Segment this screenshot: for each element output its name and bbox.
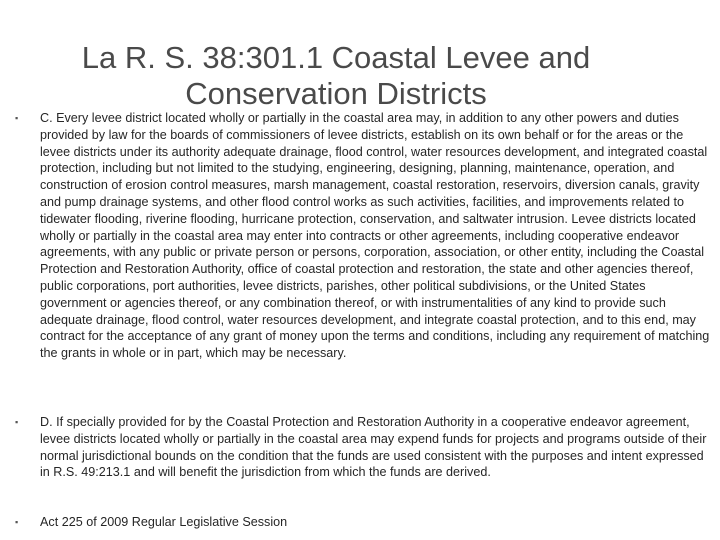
bullet-marker-icon: ▪ (15, 113, 19, 123)
bullet-text: D. If specially provided for by the Coastal Protection and Restoration Authority in a cooperative endeavor agreement, levee districts located wholly or partially in the coastal area may expend funds for projects and programs outside of their normal jurisdictional bounds on the condition that the funds are used consistent with the purposes and intent expressed in R.S. 49:213.1 and will benefit the jurisdiction from which the funds are derived. (40, 415, 707, 480)
bullet-marker-icon: ▪ (15, 417, 19, 427)
bullet-marker-icon: ▪ (15, 517, 19, 527)
slide-title: La R. S. 38:301.1 Coastal Levee and Conservation Districts (81, 40, 591, 111)
bullet-text: C. Every levee district located wholly or partially in the coastal area may, in addition to any other powers and duties provided by law for the boards of commissioners of levee districts, establish on its own behalf or for the areas or the levee districts under its authority adequate drainage, flood control, water resources development, and integrated coastal protection, including but not limited to the studying, engineering, designing, planning, maintenance, operation, and construction of erosion control measures, marsh management, coastal restoration, reservoirs, diversion canals, gravity and pump drainage systems, and other flood control works as such activities, facilities, and improvements related to tidewater flooding, riverine flooding, hurricane protection, conservation, and saltwater intrusion. Levee districts located wholly or partially in the coastal area may enter into contracts or other agreements, including cooperative endeavor agreements, with any public or private person or persons, corporation, association, or other entity, including the Coastal Protection and Restoration Authority, office of coastal protection and restoration, the state and other agencies thereof, public corporations, port authorities, levee districts, parishes, other political subdivisions, or the United States government or agencies thereof, or any combination thereof, or with instrumentalities of any kind to provide such adequate drainage, flood control, water resources development, and integrate coastal protection, and to this end, may contract for the acceptance of any grant of money upon the terms and conditions, including any requirement of matching the grants in whole or in part, which may be necessary. (40, 111, 710, 361)
bullet-text: Act 225 of 2009 Regular Legislative Session (40, 515, 288, 529)
